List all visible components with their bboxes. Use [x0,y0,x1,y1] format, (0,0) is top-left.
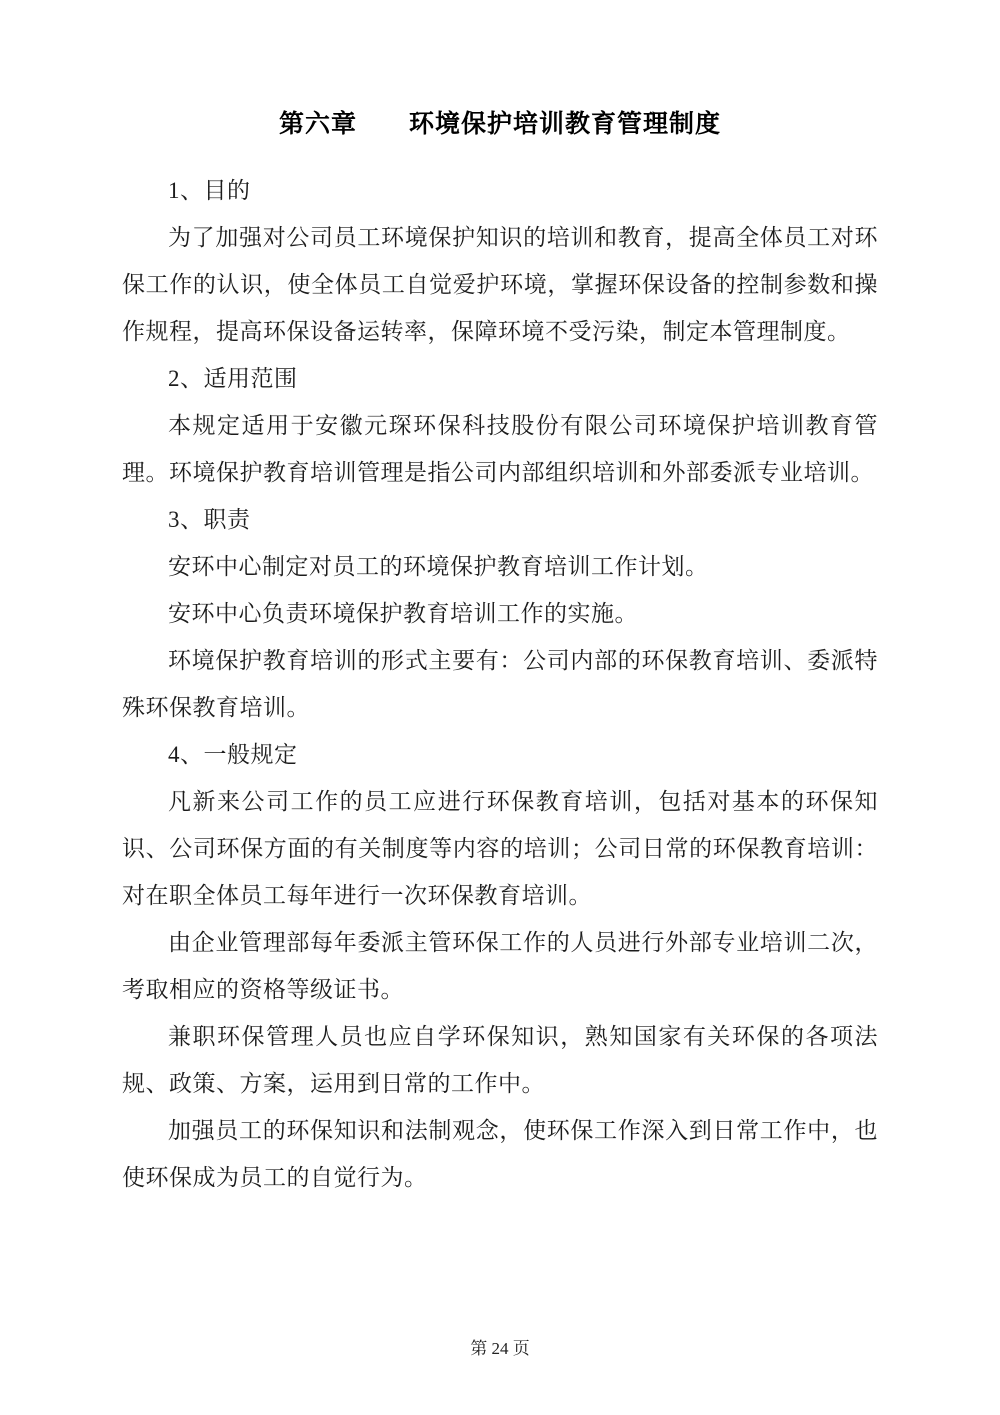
paragraph-purpose-body: 为了加强对公司员工环境保护知识的培训和教育，提高全体员工对环保工作的认识，使全体员工自觉爱护环境，掌握环保设备的控制参数和操作规程，提高环保设备运转率，保障环境不受污染，制定本管理制度。 [122,225,878,344]
paragraph-general-external: 由企业管理部每年委派主管环保工作的人员进行外部专业培训二次，考取相应的资格等级证书。 [122,930,878,1002]
paragraph-scope-body: 本规定适用于安徽元琛环保科技股份有限公司环境保护培训教育管理。环境保护教育培训管理是指公司内部组织培训和外部委派专业培训。 [122,413,878,485]
page-number: 第 24 页 [470,1339,530,1358]
paragraph-duties-implement: 安环中心负责环境保护教育培训工作的实施。 [168,601,638,626]
paragraph-duties-forms: 环境保护教育培训的形式主要有：公司内部的环保教育培训、委派特殊环保教育培训。 [122,648,878,720]
paragraph-general-parttime: 兼职环保管理人员也应自学环保知识，熟知国家有关环保的各项法规、政策、方案，运用到日常的工作中。 [122,1024,878,1096]
section-heading-purpose: 1、目的 [168,178,251,203]
section-heading-scope: 2、适用范围 [168,366,298,391]
section-heading-duties: 3、职责 [168,507,251,532]
chapter-title: 第六章 环境保护培训教育管理制度 [278,111,721,138]
section-heading-general: 4、一般规定 [168,742,298,767]
paragraph-general-newhires: 凡新来公司工作的员工应进行环保教育培训，包括对基本的环保知识、公司环保方面的有关制度等内容的培训；公司日常的环保教育培训：对在职全体员工每年进行一次环保教育培训。 [122,789,878,908]
paragraph-general-awareness: 加强员工的环保知识和法制观念，使环保工作深入到日常工作中，也使环保成为员工的自觉行为。 [122,1118,878,1190]
paragraph-duties-plan: 安环中心制定对员工的环境保护教育培训工作计划。 [168,554,709,579]
